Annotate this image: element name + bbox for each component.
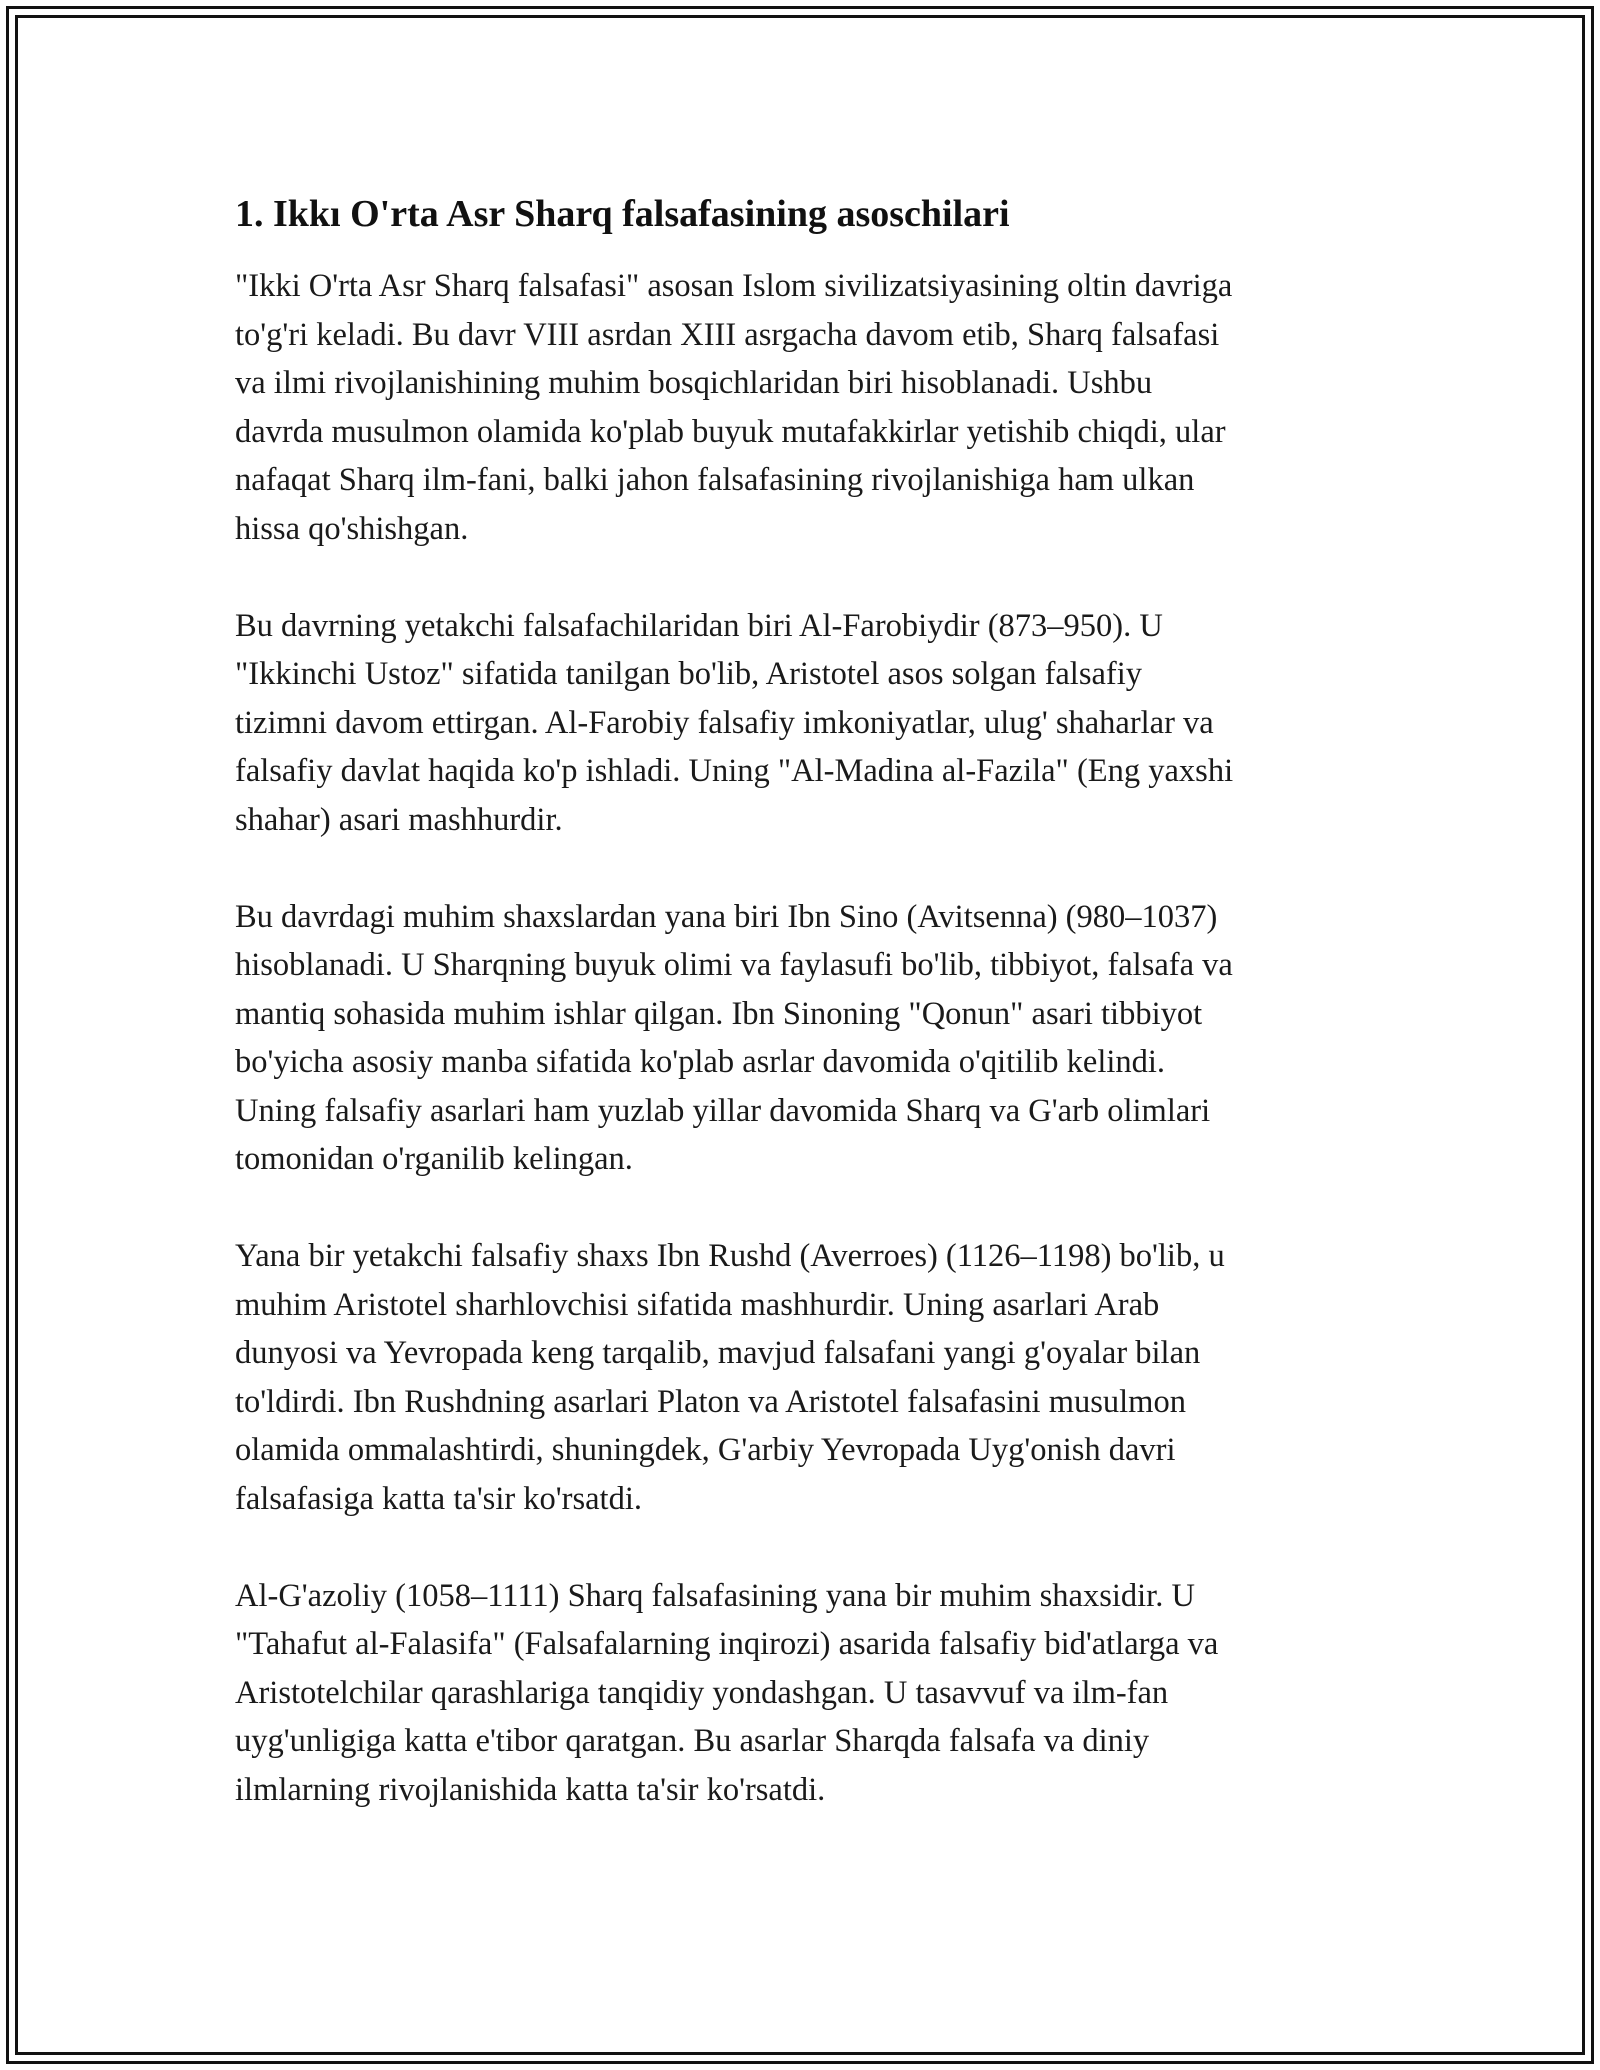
- paragraph-line: to'ldirdi. Ibn Rushdning asarlari Platon va Aristotel falsafasini musulmon: [235, 1383, 1186, 1420]
- paragraph-line: Al-G'azoliy (1058–1111) Sharq falsafasining yana bir muhim shaxsidir. U: [235, 1577, 1195, 1614]
- paragraph-line: Bu davrdagi muhim shaxslardan yana biri Ibn Sino (Avitsenna) (980–1037): [235, 898, 1218, 935]
- paragraph-line: olamida ommalashtirdi, shuningdek, G'arbiy Yevropada Uyg'onish davri: [235, 1432, 1176, 1468]
- paragraph-line: shahar) asari mashhurdir.: [235, 801, 563, 838]
- paragraph-line: mantiq sohasida muhim ishlar qilgan. Ibn Sinoning "Qonun" asari tibbiyot: [235, 995, 1203, 1032]
- paragraph-line: hisoblanadi. U Sharqning buyuk olimi va faylasufi bo'lib, tibbiyot, falsafa va: [235, 947, 1233, 983]
- paragraph-line: to'g'ri keladi. Bu davr VIII asrdan XIII asrgacha davom etib, Sharq falsafasi: [235, 316, 1220, 353]
- paragraph-list: [235, 262, 1380, 1814]
- paragraph-line: "Tahafut al-Falasifa" (Falsafalarning inqirozi) asarida falsafiy bid'atlarga va: [235, 1626, 1219, 1662]
- paragraph-line: uyg'unligiga katta e'tibor qaratgan. Bu asarlar Sharqda falsafa va diniy: [235, 1723, 1150, 1759]
- paragraph-line: bo'yicha asosiy manba sifatida ko'plab asrlar davomida o'qitilib kelindi.: [235, 1044, 1166, 1080]
- paragraph-line: muhim Aristotel sharhlovchisi sifatida mashhurdir. Uning asarlari Arab: [235, 1286, 1160, 1323]
- paragraph-line: falsafasiga katta ta'sir ko'rsatdi.: [235, 1480, 642, 1517]
- paragraph: [235, 1572, 1380, 1815]
- paragraph: [235, 262, 1380, 553]
- paragraph-line: "Ikki O'rta Asr Sharq falsafasi" asosan Islom sivilizatsiyasining oltin davriga: [235, 268, 1233, 304]
- paragraph-line: hissa qo'shishgan.: [235, 510, 469, 547]
- paragraph-line: nafaqat Sharq ilm-fani, balki jahon falsafasining rivojlanishiga ham ulkan: [235, 462, 1195, 498]
- paragraph-line: tizimni davom ettirgan. Al-Farobiy falsafiy imkoniyatlar, ulug' shaharlar va: [235, 704, 1214, 741]
- paragraph-line: Aristotelchilar qarashlariga tanqidiy yondashgan. U tasavvuf va ilm-fan: [235, 1674, 1169, 1711]
- paragraph-line: falsafiy davlat haqida ko'p ishladi. Uning "Al-Madina al-Fazila" (Eng yaxshi: [235, 753, 1234, 789]
- paragraph-line: Bu davrning yetakchi falsafachilaridan biri Al-Farobiydir (873–950). U: [235, 607, 1163, 644]
- paragraph: [235, 893, 1380, 1184]
- paragraph-line: dunyosi va Yevropada keng tarqalib, mavjud falsafani yangi g'oyalar bilan: [235, 1335, 1201, 1371]
- document-title: 1. Ikkı O'rta Asr Sharq falsafasining asoschilari: [235, 193, 1010, 235]
- paragraph-line: "Ikkinchi Ustoz" sifatida tanilgan bo'lib, Aristotel asos solgan falsafiy: [235, 656, 1143, 692]
- paragraph-line: Yana bir yetakchi falsafiy shaxs Ibn Rushd (Averroes) (1126–1198) bo'lib, u: [235, 1238, 1225, 1274]
- paragraph: [235, 1232, 1380, 1523]
- paragraph-line: Uning falsafiy asarlari ham yuzlab yillar davomida Sharq va G'arb olimlari: [235, 1092, 1211, 1129]
- paragraph-line: davrda musulmon olamida ko'plab buyuk mutafakkirlar yetishib chiqdi, ular: [235, 413, 1226, 450]
- paragraph: [235, 602, 1380, 845]
- paragraph-line: va ilmi rivojlanishining muhim bosqichlaridan biri hisoblanadi. Ushbu: [235, 365, 1153, 401]
- document-body: [235, 190, 1380, 1863]
- paragraph-line: ilmlarning rivojlanishida katta ta'sir ko'rsatdi.: [235, 1771, 826, 1808]
- paragraph-line: tomonidan o'rganilib kelingan.: [235, 1141, 633, 1177]
